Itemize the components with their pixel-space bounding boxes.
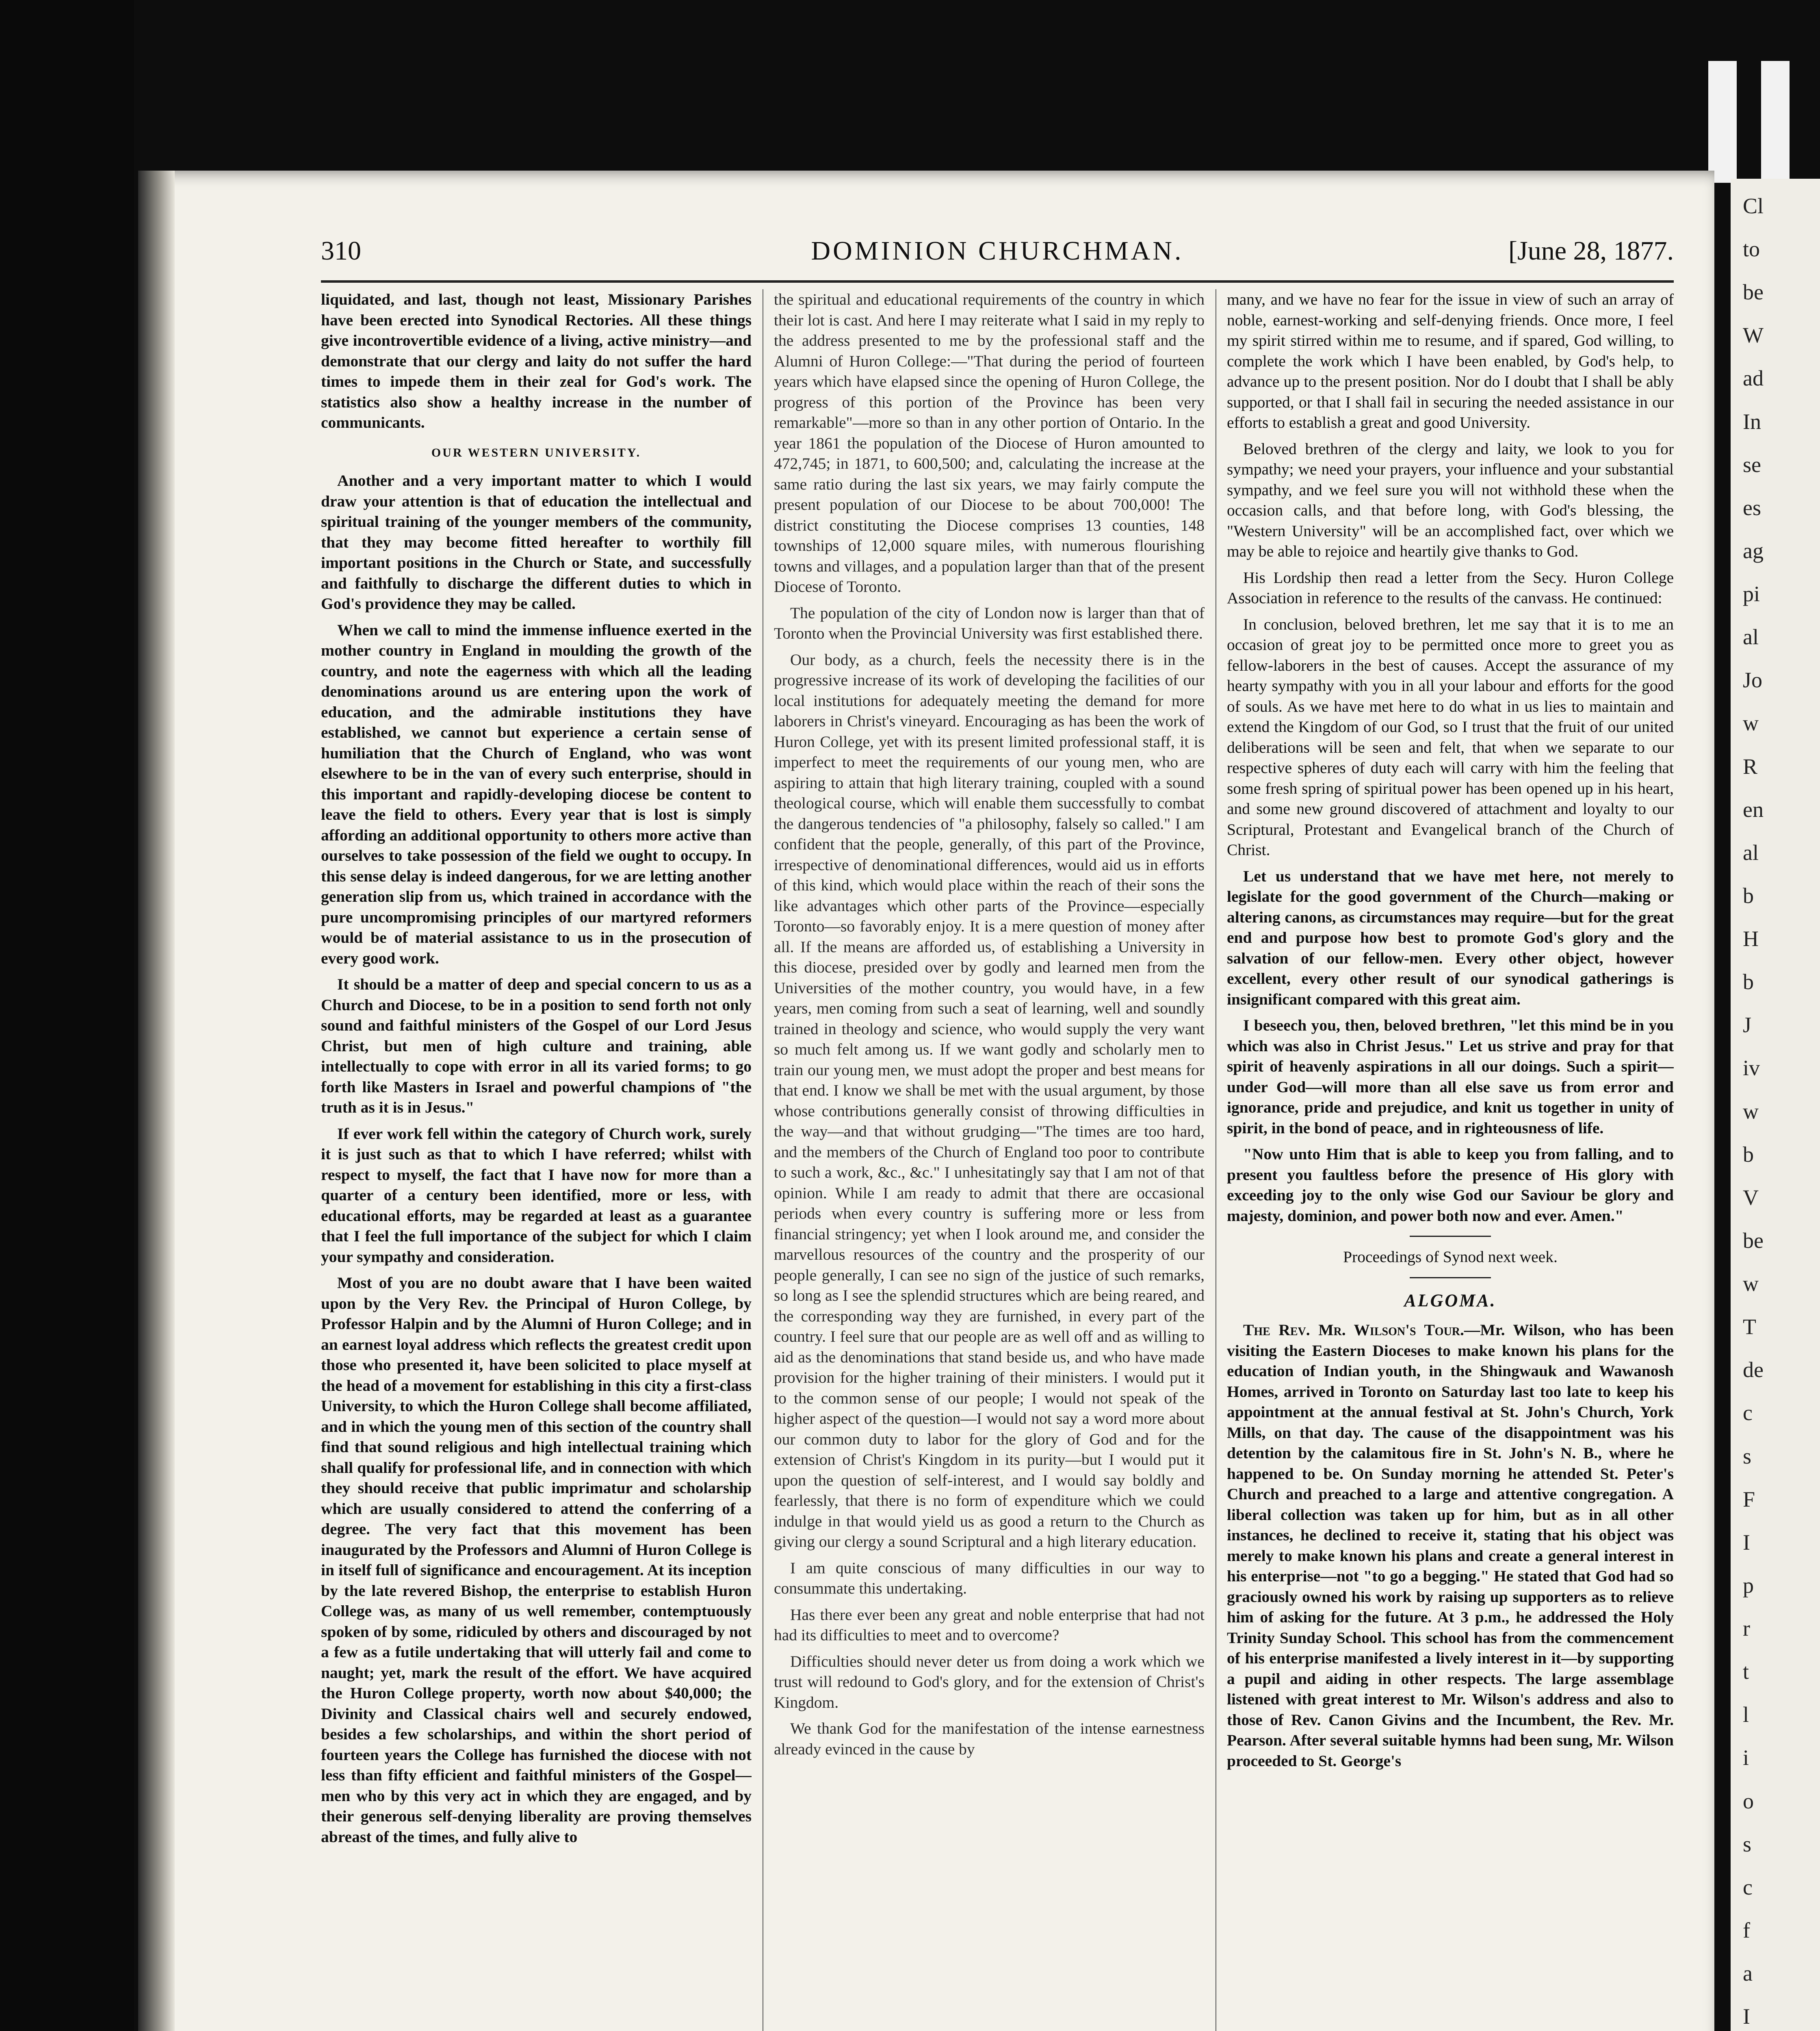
paragraph: Difficulties should never deter us from doing a work which we trust will redound to God's glory, and for the extension of Christ's Kingdom. <box>774 1652 1205 1711</box>
facing-page-fragment-text: l <box>1743 1702 1749 1727</box>
paragraph <box>1227 1320 1674 1771</box>
article-body: —Mr. Wilson, who has been visiting the Eastern Dioceses to make known his plans for the education of Indian youth, in the Shingwauk and Wawanosh Homes, arrived in Toronto on Saturday last too late to keep his appointment at the annual festival at St. John's Church, York Mills, on that day. The cause of the disappointment was his detention by the calamitous fire in St. John's N. B., where he happened to be. On Sunday morning he attended St. Peter's Church and preached to a large and attentive congregation. A liberal collection was taken up for him, but as in all other instances, he declined to receive it, stating that his object was merely to make known his plans and create a general interest in his enterprise—not "to go a begging." He stated that God had so graciously owned his work by raising up supporters as to relieve him of asking for the future. At 3 p.m., he addressed the Holy Trinity Sunday School. This school has from the commencement of his enterprise manifested a lively interest in it—by supporting a pupil and aiding in other respects. The large assemblage listened with great interest to Mr. Wilson's address and also to those of Rev. Canon Givins and the Incumbent, the Rev. Mr. Pearson. After several suitable hymns had been sung, Mr. Wilson proceeded to St. George's <box>1227 1321 1674 1770</box>
facing-page-fragment-text: R <box>1743 754 1758 779</box>
paragraph: If ever work fell within the category of Church work, surely it is just such as that to which I have referred; whilst with respect to myself, the fact that I have now for more than a quarter of a century been identified, more or less, with educational efforts, may be regarded at least as a guarantee that I feel the full importance of the subject for which I claim your sympathy and consideration. <box>321 1124 752 1266</box>
registration-mark-top <box>1708 61 1737 183</box>
facing-page-fragment-text: be <box>1743 280 1764 305</box>
facing-page-fragment-text: i <box>1743 1745 1749 1770</box>
paragraph: When we call to mind the immense influence exerted in the mother country in England in moulding the growth of the country, and note the eagerness with which all the leading denominations around us are entering upon the work of education, and the admirable institutions they have established, we cannot but experience a certain sense of humiliation that the Church of England, who was wont elsewhere to be in the van of every such enterprise, should in this important and rapidly-developing diocese be content to leave the field to others. Every year that is lost is simply affording an additional opportunity to others more active than ourselves to take possession of the field we ought to occupy. In this sense delay is indeed dangerous, for we are letting another generation slip from us, which trained in accordance with the pure uncompromising principles of our martyred reformers would be of material assistance to us in the prosecution of every good work. <box>321 621 752 967</box>
facing-page-fragment-text: ad <box>1743 366 1764 391</box>
facing-page-fragment-text: I <box>1743 2004 1750 2029</box>
facing-page-fragment-text: to <box>1743 237 1760 262</box>
separator-rule <box>1410 1277 1491 1278</box>
section-heading: OUR WESTERN UNIVERSITY. <box>431 446 641 459</box>
facing-page-fragment-text: I <box>1743 1530 1750 1555</box>
facing-page-fragment-text: c <box>1743 1401 1753 1425</box>
facing-page-fragment-text: H <box>1743 927 1759 951</box>
paragraph: many, and we have no fear for the issue in view of such an array of noble, earnest-working and self-denying friends. Once more, I feel my spirit stirred within me to resume, and if spared, God willing, to complete the work which I have been enabled, by God's help, to advance up to the present position. Nor do I doubt that I shall be ably supported, or that I shall fail in securing the needed assistance in our efforts to establish a great and good University. <box>1227 290 1674 431</box>
facing-page-fragment-text: a <box>1743 1961 1753 1986</box>
facing-page-fragment-text: F <box>1743 1487 1755 1511</box>
paragraph: Another and a very important matter to which I would draw your attention is that of education the intellectual and spiritual training of the younger members of the community, that they may become fitted hereafter to worthily fill important positions in the Church or State, and successfully and faithfully to discharge the different duties to which in God's providence they may be called. <box>321 472 752 613</box>
facing-page-fragment-text: r <box>1743 1616 1750 1641</box>
facing-page-fragment-text: J <box>1743 1013 1752 1037</box>
paragraph: I am quite conscious of many difficulties in our way to consummate this undertaking. <box>774 1559 1205 1597</box>
column-3 <box>1227 289 1674 2031</box>
facing-page-fragment-text: T <box>1743 1314 1756 1339</box>
paragraph: His Lordship then read a letter from the Secy. Huron College Association in reference to the results of the canvass. He continued: <box>1227 568 1674 607</box>
paragraph: Beloved brethren of the clergy and laity, we look to you for sympathy; we need your prayers, your influence and your substantial sympathy, and we feel sure you will not withhold these when the occasion calls, and that before long, with God's blessing, the "Western University" will be an accomplished fact, over which we may be able to rejoice and heartily give thanks to God. <box>1227 440 1674 560</box>
paragraph: It should be a matter of deep and special concern to us as a Church and Diocese, to be in a position to send forth not only sound and faithful ministers of the Gospel of our Lord Jesus Christ, but men of high culture and training, able intellectually to cope with error in all its varied forms; to go forth like Masters in Israel and powerful champions of "the truth as it is in Jesus." <box>321 975 752 1116</box>
paragraph: Let us understand that we have met here, not merely to legislate for the good government of the Church—making or altering canons, as circumstances may require—but for the great end and purpose how best to promote God's glory and the salvation of our fellow-men. Every other object, however excellent, every other result of our synodical gatherings is insignificant compared with this great aim. <box>1227 867 1674 1008</box>
facing-page-fragment-text: s <box>1743 1444 1752 1468</box>
facing-page-fragment-text: b <box>1743 883 1754 908</box>
paragraph: "Now unto Him that is able to keep you from falling, and to present you faultless before the presence of His glory with exceeding joy to the only wise God our Saviour be glory and majesty, dominion, and power both now and ever. Amen." <box>1227 1145 1674 1225</box>
facing-page-fragment-text: al <box>1743 625 1759 650</box>
facing-page-fragment-text: w <box>1743 1099 1759 1124</box>
page-binding-edge <box>138 171 175 2031</box>
facing-page-fragment-text: o <box>1743 1788 1754 1813</box>
paragraph: Our body, as a church, feels the necessity there is in the progressive increase of its work of developing the facilities of our local institutions for adequately meeting the demand for more laborers in Christ's vineyard. Encouraging as has been the work of Huron College, yet with its present limited professional staff, it is imperfect to meet the requirements of our young men, who are aspiring to attain that high literary training, coupled with a sound theological course, which will enable them successfully to combat the dangerous tendencies of "a philosophy, falsely so called." I am confident that the people, generally, of this part of the Province, irrespective of denominational differences, would aid us in efforts of this kind, which would place within the reach of their sons the like advantages which other parts of the Province—especially Toronto—so favorably enjoy. It is a mere question of money after all. If the means are afforded us, of establishing a University in this diocese, presided over by godly and learned men from the Universities of the mother country, you would have, in a few years, men coming from such a seat of learning, well and soundly trained in theology and science, who would supply the very want so much felt among us. If we want godly and scholarly men to train our young men, we must adopt the proper and best means for that end. I know we shall be met with the usual argument, by those whose contributions generally consist of throwing difficulties in the way—and that without grudging—"The times are too hard, and the members of the Church of England too poor to contribute to such a work, &c., &c." I unhesitatingly say that I am not of that opinion. While I am ready to admit that there are occasional periods when every country is suffering more or less from financial stringency; yet when I look around me, and consider the marvellous resources of the country and the prosperity of our people generally, I can see no sign of the justice of such remarks, so long as I see the splendid structures which are being reared, and the corresponding way they are furnished, in every part of the country. I feel sure that our people are as well off and as willing to aid as the denominations that stand beside us, and who have made provision for the higher training of their ministers. I would put it to the common sense of our people; I would not speak of the higher aspect of the question—I would not say a word more about our common duty to labor for the glory of God and for the extension of Christ's Kingdom in its purity—but I would put it upon the question of self-interest, and I would say boldly and fearlessly, that there is no form of expenditure which we could indulge in that would yield us as good a return to the Church as giving our clergy a sound Scriptural and a high literary education. <box>774 650 1205 1550</box>
facing-page-fragment-text: f <box>1743 1918 1750 1942</box>
facing-page-fragment-text: In <box>1743 409 1761 434</box>
facing-page-fragment-text: p <box>1743 1573 1754 1598</box>
scan-background <box>0 0 134 2031</box>
facing-page-fragment-text: w <box>1743 711 1759 736</box>
facing-page-fragment <box>1731 179 1820 2031</box>
section-title: ALGOMA. <box>1404 1290 1497 1310</box>
column-2 <box>774 289 1205 2031</box>
facing-page-fragment-text: b <box>1743 970 1754 994</box>
facing-page-fragment-text: de <box>1743 1358 1764 1382</box>
column-1 <box>321 289 752 2031</box>
facing-page-fragment-text: pi <box>1743 582 1760 606</box>
facing-page-fragment-text: s <box>1743 1832 1752 1856</box>
facing-page-fragment-text: be <box>1743 1228 1764 1253</box>
paragraph: liquidated, and last, though not least, Missionary Parishes have been erected into Synodical Rectories. All these things give incontrovertible evidence of a living, active ministry—and demonstrate that our clergy and laity do not suffer the hard times to impede them in their zeal for God's work. The statistics also show a healthy increase in the number of communicants. <box>321 290 752 431</box>
facing-page-fragment-text: es <box>1743 495 1761 520</box>
facing-page-fragment-text: al <box>1743 840 1759 865</box>
facing-page-fragment-text: V <box>1743 1185 1759 1210</box>
facing-page-fragment-text: iv <box>1743 1056 1760 1080</box>
publication-title: DOMINION CHURCHMAN. <box>811 236 1184 266</box>
facing-page-fragment-text: t <box>1743 1659 1749 1684</box>
paragraph: I beseech you, then, beloved brethren, "let this mind be in you which was also in Christ Jesus." Let us strive and pray for that spirit of heavenly aspirations in all our doings. Such a spirit—under God—will more than all else save us from error and ignorance, pride and prejudice, and knit us together in unity of spirit, in the bond of peace, and in righteousness of life. <box>1227 1016 1674 1137</box>
page-header <box>321 227 1674 272</box>
page-number: 310 <box>321 236 361 266</box>
facing-page-fragment-text: se <box>1743 452 1761 477</box>
announcement: Proceedings of Synod next week. <box>1343 1248 1558 1266</box>
paragraph: the spiritual and educational requirements of the country in which their lot is cast. And here I may reiterate what I said in my reply to the address presented to me by the professional staff and the Alumni of Huron College:—"That during the period of fourteen years which have elapsed since the opening of Huron College, the progress of this portion of the Province has been very remarkable"—more so than in any other portion of Ontario. In the year 1861 the population of the Diocese of Huron amounted to 472,745; in 1871, to 600,500; and, calculating the increase at the same ratio during the last six years, we may fairly compute the present population of our Diocese to be about 700,000! The district constituting the Diocese comprises 13 counties, 148 townships of 12,000 square miles, with numerous flourishing towns and villages, and a population larger than that of the present Diocese of Toronto. <box>774 290 1205 595</box>
paragraph: In conclusion, beloved brethren, let me say that it is to me an occasion of great joy to be permitted once more to greet you as fellow-laborers in the best of causes. Accept the assurance of my hearty sympathy with you in all your labour and efforts for the good of souls. As we have met here to do what in us lies to maintain and extend the Kingdom of our God, so I trust that the fruit of our united deliberations will be seen and felt, that when we separate to our respective spheres of duty each will carry with him the feeling that some fresh spring of spiritual power has been opened up in his heart, and some new ground discovered of attachment and loyalty to our Scriptural, Protestant and Evangelical branch of the Church of Christ. <box>1227 615 1674 859</box>
paragraph: We thank God for the manifestation of the intense earnestness already evinced in the cause by <box>774 1719 1205 1758</box>
facing-page-fragment-text: w <box>1743 1271 1759 1296</box>
paragraph: Has there ever been any great and noble enterprise that had not had its difficulties to meet and to overcome? <box>774 1605 1205 1644</box>
facing-page-fragment-text: W <box>1743 323 1764 348</box>
facing-page-fragment-text: ag <box>1743 538 1764 563</box>
header-rule <box>321 280 1674 283</box>
article-lead: The Rev. Mr. Wilson's Tour. <box>1243 1321 1464 1339</box>
facing-page-fragment-text: en <box>1743 797 1764 822</box>
separator-rule <box>1410 1236 1491 1237</box>
paragraph: Most of you are no doubt aware that I have been waited upon by the Very Rev. the Principal of Huron College, by Professor Halpin and by the Alumni of Huron College; and in an earnest loyal address which reflects the greatest credit upon those who presented it, have been solicited to place myself at the head of a movement for establishing in this city a first-class University, to which the Huron College shall become affiliated, and in which the young men of this section of the country shall find that sound religious and high intellectual training which shall qualify for professional life, and in connection with which they should receive that public imprimatur and scholarship which are usually considered to attend the conferring of a degree. The very fact that this movement has been inaugurated by the Professors and Alumni of Huron College is in itself full of significance and encouragement. At its inception by the late revered Bishop, the enterprise to establish Huron College was, as many of us well remember, contemptuously spoken of by some, ridiculed by others and discouraged by not a few as a futile undertaking that will utterly fail and come to naught; yet, mark the result of the effort. We have acquired the Huron College property, worth now about $40,000; the Divinity and Classical chairs well and securely endowed, besides a few scholarships, and within the short period of fourteen years the College has furnished the diocese with not less than fifty efficient and faithful ministers of the Gospel—men who by this very act in which they are engaged, and by their generous self-denying liberality are proving themselves abreast of the times, and fully alive to <box>321 1274 752 1846</box>
facing-page-fragment-text: Cl <box>1743 194 1764 218</box>
issue-date: [June 28, 1877. <box>1508 236 1674 266</box>
paragraph: The population of the city of London now is larger than that of Toronto when the Provincial University was first established there. <box>774 604 1205 642</box>
facing-page-fragment-text: c <box>1743 1875 1753 1899</box>
registration-mark-top-2 <box>1761 61 1790 183</box>
facing-page-fragment-text: Jo <box>1743 668 1763 693</box>
facing-page-fragment-text: b <box>1743 1142 1754 1167</box>
